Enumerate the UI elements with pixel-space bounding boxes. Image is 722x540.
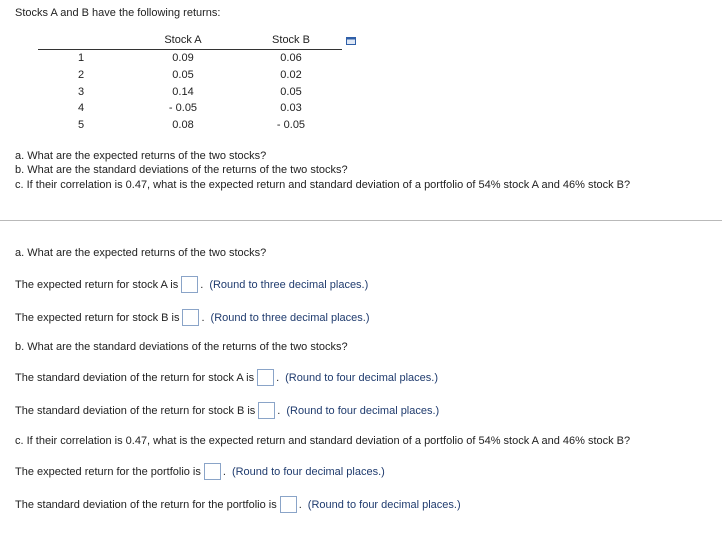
table-row: [38, 102, 342, 118]
header-stock-b: Stock B: [272, 34, 310, 46]
stock-b-value: 0.02: [280, 69, 302, 81]
rounding-hint: (Round to four decimal places.): [285, 371, 438, 384]
rounding-hint: (Round to four decimal places.): [231, 465, 385, 478]
answer-row-expected-b: [15, 309, 370, 326]
answer-row-expected-a: [15, 276, 368, 293]
portfolio-expected-return-input[interactable]: [204, 463, 221, 480]
answer-row-sd-portfolio: [15, 496, 461, 513]
stock-a-value: 0.08: [172, 119, 194, 131]
stock-a-value: - 0.05: [168, 102, 198, 114]
table-row: [38, 69, 342, 85]
period: .: [276, 371, 280, 384]
row-index: 2: [77, 69, 85, 81]
expected-return-b-input[interactable]: [182, 309, 199, 326]
table-row: [38, 119, 342, 135]
rounding-hint: (Round to four decimal places.): [307, 498, 461, 511]
answer-label: The expected return for stock B is: [15, 311, 180, 324]
portfolio-std-dev-input[interactable]: [280, 496, 297, 513]
question-b: b. What are the standard deviations of the returns of the two stocks?: [15, 164, 348, 176]
period: .: [222, 465, 226, 478]
header-divider: [38, 49, 342, 50]
header-stock-a: Stock A: [164, 34, 202, 46]
question-a: a. What are the expected returns of the two stocks?: [15, 150, 267, 162]
period: .: [200, 278, 204, 291]
period: .: [298, 498, 302, 511]
question-c: c. If their correlation is 0.47, what is the expected return and standard deviation of a portfolio of 54% stock A and 46% stock B?: [15, 179, 631, 191]
stock-a-value: 0.09: [172, 52, 194, 64]
stock-b-value: 0.05: [280, 86, 302, 98]
part-b-heading: b. What are the standard deviations of the returns of the two stocks?: [15, 341, 348, 353]
answer-label: The standard deviation of the return for stock B is: [15, 404, 256, 417]
stock-b-value: 0.06: [280, 52, 302, 64]
stock-b-value: - 0.05: [276, 119, 306, 131]
table-row: [38, 52, 342, 68]
answer-label: The expected return for the portfolio is: [15, 465, 201, 478]
rounding-hint: (Round to three decimal places.): [210, 311, 370, 324]
table-row: [38, 86, 342, 102]
copy-table-icon[interactable]: [346, 37, 357, 46]
row-index: 3: [77, 86, 85, 98]
section-divider: [0, 220, 722, 221]
std-dev-b-input[interactable]: [258, 402, 275, 419]
part-a-heading: a. What are the expected returns of the two stocks?: [15, 247, 267, 259]
answer-row-sd-a: [15, 369, 438, 386]
answer-row-sd-b: [15, 402, 439, 419]
row-index: 5: [77, 119, 85, 131]
answer-row-expected-portfolio: [15, 463, 385, 480]
row-index: 4: [77, 102, 85, 114]
stock-a-value: 0.05: [172, 69, 194, 81]
answer-label: The standard deviation of the return for the portfolio is: [15, 498, 277, 511]
stock-a-value: 0.14: [172, 86, 194, 98]
stock-b-value: 0.03: [280, 102, 302, 114]
rounding-hint: (Round to three decimal places.): [209, 278, 369, 291]
rounding-hint: (Round to four decimal places.): [286, 404, 440, 417]
answer-label: The standard deviation of the return for stock A is: [15, 371, 255, 384]
period: .: [277, 404, 281, 417]
row-index: 1: [77, 52, 85, 64]
problem-intro: Stocks A and B have the following returns:: [15, 7, 221, 19]
answer-label: The expected return for stock A is: [15, 278, 179, 291]
part-c-heading: c. If their correlation is 0.47, what is the expected return and standard deviation of a portfolio of 54% stock A and 46% stock B?: [15, 435, 631, 447]
expected-return-a-input[interactable]: [181, 276, 198, 293]
period: .: [201, 311, 205, 324]
std-dev-a-input[interactable]: [257, 369, 274, 386]
